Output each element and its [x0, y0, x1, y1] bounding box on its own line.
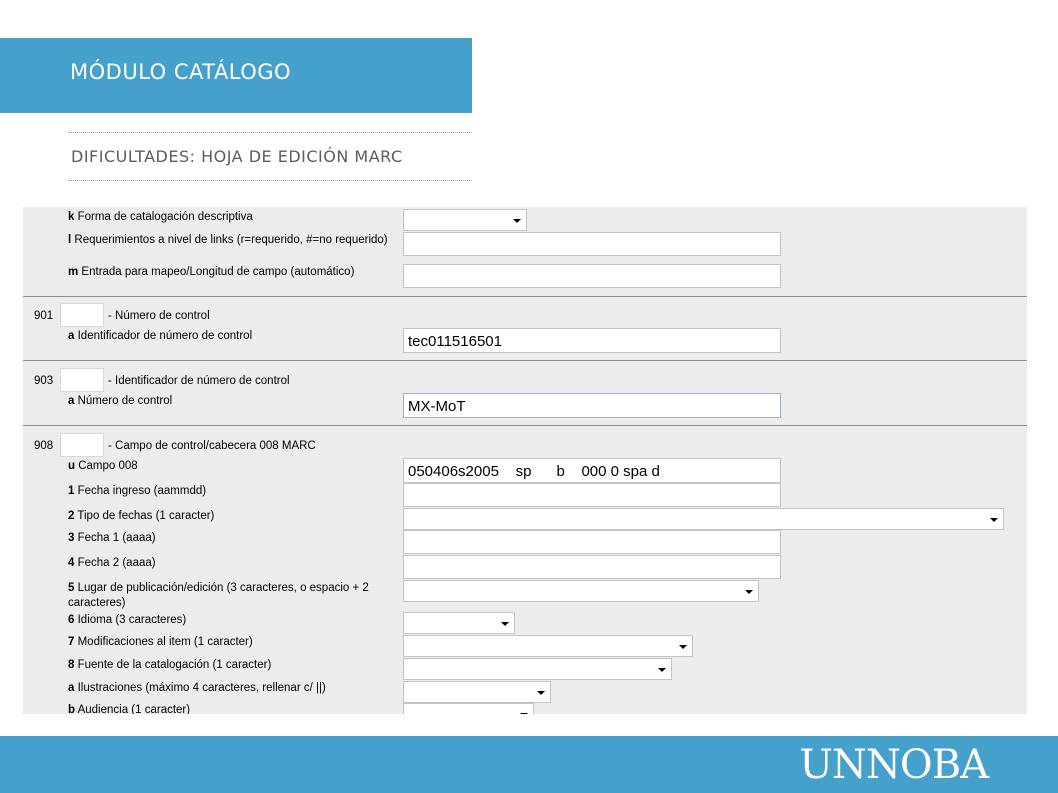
tag-901-indicator-input[interactable]	[60, 303, 104, 327]
field-label-m: m Entrada para mapeo/Longitud de campo (automático)	[68, 266, 355, 278]
field-label-901a: a Identificador de número de control	[68, 330, 253, 342]
tag-901: 901	[34, 310, 54, 322]
forma-catalogacion-select[interactable]	[403, 209, 527, 231]
modificaciones-item-select[interactable]	[403, 635, 693, 657]
slide-subtitle: DIFICULTADES: HOJA DE EDICIÓN MARC	[71, 147, 403, 166]
tag-908-indicator-input[interactable]	[60, 433, 104, 457]
module-title: MÓDULO CATÁLOGO	[70, 60, 292, 84]
field-label-908-3: 3 Fecha 1 (aaaa)	[68, 532, 156, 544]
lugar-publicacion-select[interactable]	[403, 580, 759, 602]
chevron-down-icon	[679, 645, 687, 649]
requerimientos-links-input[interactable]	[403, 232, 781, 256]
chevron-down-icon	[745, 590, 753, 594]
field-label-908a: a Ilustraciones (máximo 4 caracteres, rellenar c/ ||)	[68, 682, 326, 694]
section-separator	[23, 360, 1027, 361]
audiencia-select[interactable]	[403, 703, 534, 714]
field-label-908-4: 4 Fecha 2 (aaaa)	[68, 557, 156, 569]
fuente-catalogacion-select[interactable]	[403, 658, 672, 680]
section-separator	[23, 296, 1027, 297]
chevron-down-icon	[501, 622, 509, 626]
divider	[68, 180, 472, 181]
tipo-fechas-select[interactable]	[403, 508, 1004, 530]
chevron-down-icon	[658, 668, 666, 672]
tag-903: 903	[34, 375, 54, 387]
field-label-908-7: 7 Modificaciones al item (1 caracter)	[68, 636, 253, 648]
tag-908: 908	[34, 440, 54, 452]
marc-edit-sheet	[23, 207, 1027, 714]
tag-908-description: - Campo de control/cabecera 008 MARC	[108, 440, 316, 452]
field-label-k: k Forma de catalogación descriptiva	[68, 211, 253, 223]
fecha-ingreso-input[interactable]	[403, 483, 781, 507]
field-label-l: l Requerimientos a nivel de links (r=requerido, #=no requerido)	[68, 234, 388, 246]
chevron-down-icon	[537, 691, 545, 695]
tag-901-description: - Número de control	[108, 310, 210, 322]
tag-903-indicator-input[interactable]	[60, 368, 104, 392]
campo-008-input[interactable]: 050406s2005 sp b 000 0 spa d	[403, 458, 781, 483]
field-label-908-5: 5 Lugar de publicación/edición (3 caracteres, o espacio + 2 caracteres)	[68, 582, 369, 609]
field-label-908-8: 8 Fuente de la catalogación (1 caracter)	[68, 659, 272, 671]
section-separator	[23, 425, 1027, 426]
chevron-down-icon	[990, 518, 998, 522]
entrada-mapeo-input[interactable]	[403, 264, 781, 288]
fecha-1-input[interactable]	[403, 530, 781, 554]
numero-control-input[interactable]: MX-MoT	[403, 393, 781, 418]
field-label-908-1: 1 Fecha ingreso (aammdd)	[68, 485, 207, 497]
identificador-numero-control-input[interactable]: tec011516501	[403, 328, 781, 353]
field-label-908-6: 6 Idioma (3 caracteres)	[68, 614, 187, 626]
unnoba-logo: UNNOBA	[799, 742, 988, 788]
chevron-down-icon	[520, 713, 528, 714]
ilustraciones-select[interactable]	[403, 681, 551, 703]
field-label-908b: b Audiencia (1 caracter)	[68, 704, 191, 714]
field-label-908u: u Campo 008	[68, 460, 138, 472]
tag-903-description: - Identificador de número de control	[108, 375, 290, 387]
field-label-908-2: 2 Tipo de fechas (1 caracter)	[68, 510, 215, 522]
chevron-down-icon	[513, 219, 521, 223]
fecha-2-input[interactable]	[403, 555, 781, 579]
idioma-select[interactable]	[403, 612, 515, 634]
field-label-903a: a Número de control	[68, 395, 173, 407]
divider	[68, 132, 472, 133]
